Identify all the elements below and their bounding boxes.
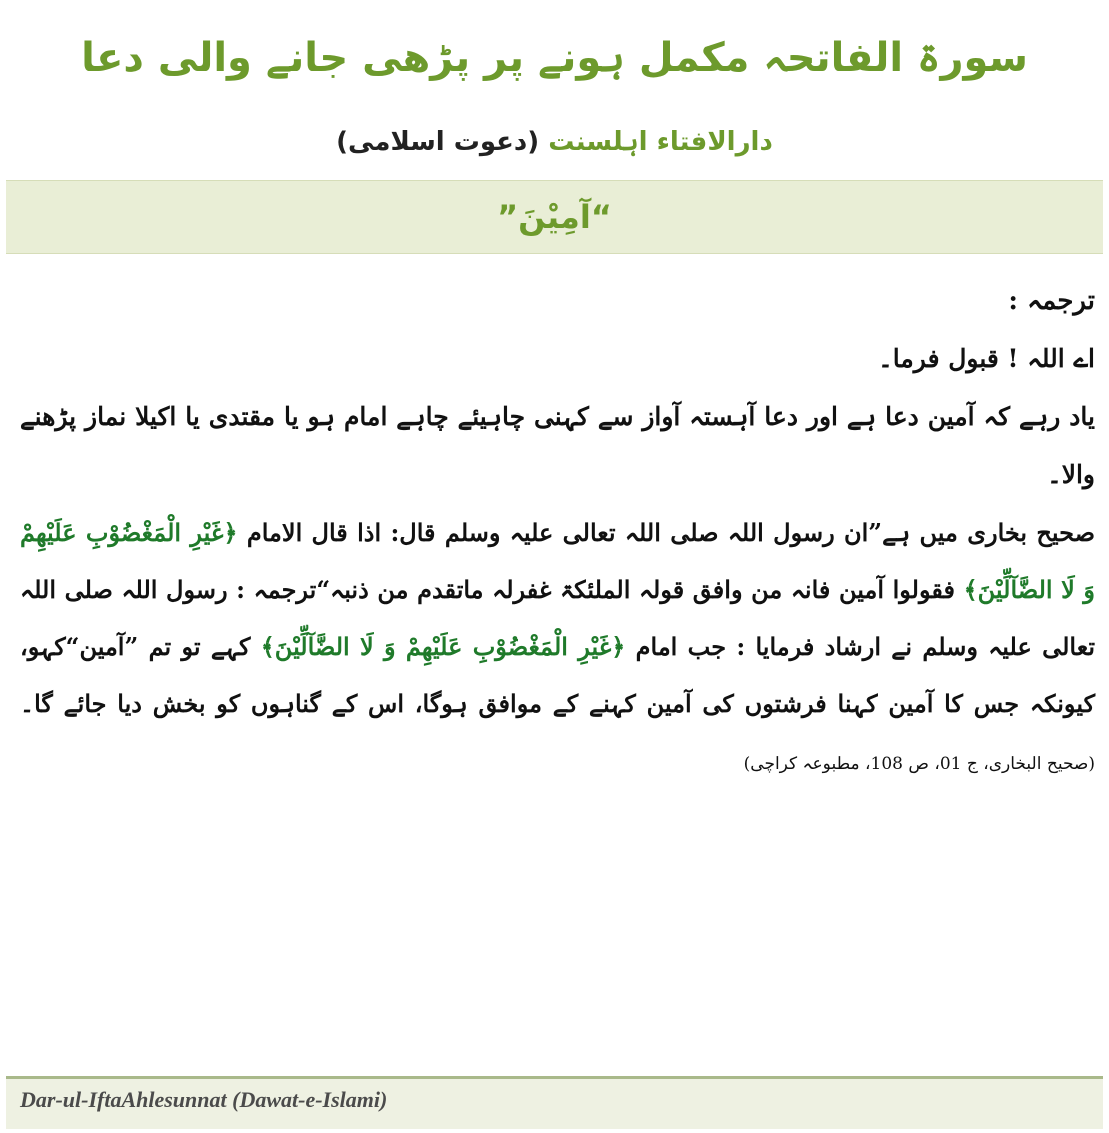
translation-rest: کہے تو تم ”آمین“کہو، کیونکہ جس کا آمین کہنا فرشتوں کی آمین کہنے کے موافق ہوگا، اس کے گناہوں کو بخش دیا جائے گا۔ bbox=[20, 632, 1095, 718]
amin-banner: ”آمِیْنَ“ bbox=[6, 180, 1103, 254]
note-paragraph: یاد رہے کہ آمین دعا ہے اور دعا آہستہ آواز سے کہنی چاہیئے چاہے امام ہو یا مقتدی یا اکیلا نماز پڑھنے والا۔ bbox=[20, 402, 1095, 489]
page-title: سورۃ الفاتحہ مکمل ہونے پر پڑھی جانے والی دعا bbox=[81, 35, 1028, 81]
organization-subtitle bbox=[0, 122, 1109, 162]
reference-citation: (صحیح البخاری، ج 01، ص 108، مطبوعہ کراچی) bbox=[743, 754, 1095, 774]
page-header bbox=[0, 0, 1109, 178]
hadith-paragraph bbox=[20, 504, 1095, 793]
organization-name: دارالافتاء اہلسنت bbox=[548, 127, 773, 157]
hadith-rest: فقولوا آمین فانہ من وافق قولہ الملئکۃ غفرلہ ماتقدم من ذنبہ“ترجمہ : رسول اللہ صلی اللہ تعالی علیہ وسلم نے ارشاد فرمایا : جب امام bbox=[20, 575, 1095, 661]
hadith-intro: صحیح بخاری میں ہے”ان رسول اللہ صلی اللہ تعالی علیہ وسلم قال: اذا قال الامام bbox=[246, 518, 1096, 547]
article-body bbox=[20, 272, 1095, 793]
translation-text: اے اللہ ! قبول فرما۔ bbox=[878, 344, 1095, 373]
organization-parent: (دعوت اسلامی) bbox=[336, 127, 540, 157]
quran-verse-1: ﴿غَیْرِ الْمَغْضُوْبِ عَلَیْهِمْ وَ لَا الضَّآلِّیْنَ﴾ bbox=[20, 518, 1096, 604]
quran-verse-2: ﴿غَیْرِ الْمَغْضُوْبِ عَلَیْهِمْ وَ لَا الضَّآلِّیْنَ﴾ bbox=[260, 632, 626, 661]
footer-panel bbox=[6, 1079, 1103, 1129]
translation-label: ترجمہ : bbox=[1008, 286, 1095, 316]
footer-brand: Dar-ul-IftaAhlesunnat (Dawat-e-Islami) bbox=[20, 1087, 388, 1112]
